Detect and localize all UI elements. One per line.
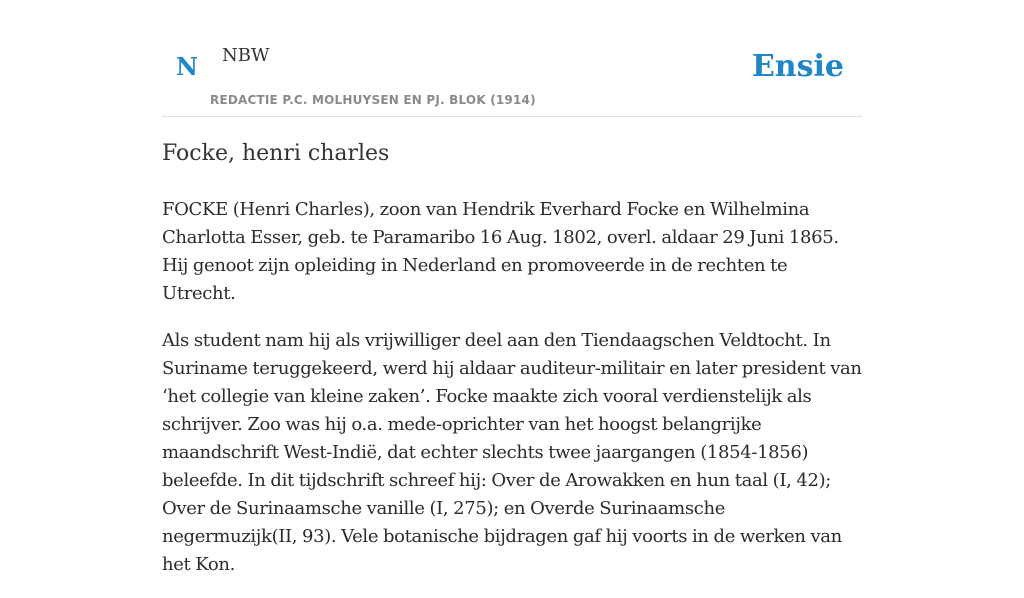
brand-logo[interactable]: Ensie (751, 49, 844, 84)
header (162, 0, 862, 117)
article-title: Focke, henri charles (162, 141, 390, 166)
source-editors: REDACTIE P.C. MOLHUYSEN EN PJ. BLOK (1914) (210, 93, 536, 107)
source-name[interactable]: NBW (222, 45, 270, 66)
source-logo[interactable]: N (176, 52, 198, 81)
article (162, 138, 862, 598)
article-paragraph: FOCKE (Henri Charles), zoon van Hendrik Everhard Focke en Wilhelmina Charlotta Esser, geb. te Paramaribo 16 Aug. 1802, overl. aldaar 29 Juni 1865. Hij genoot zijn opleiding in Nederland en promoveerde in de rechten te Utrecht. (162, 199, 839, 304)
article-paragraph: Als student nam hij als vrijwilliger deel aan den Tiendaagschen Veldtocht. In Suriname teruggekeerd, werd hij aldaar auditeur-militair en later president van ‘het collegie van kleine zaken’. Focke maakte zich vooral verdienstelijk als schrijver. Zoo was hij o.a. mede-oprichter van het hoogst belangrijke maandschrift West-Indië, dat echter slechts twee jaargangen (1854-1856) beleefde. In dit tijdschrift schreef hij: Over de Arowakken en hun taal (I, 42); Over de Surinaamsche vanille (I, 275); en Overde Surinaamsche negermuzijk(II, 93). Vele botanische bijdragen gaf hij voorts in de werken van het Kon. (162, 330, 862, 575)
